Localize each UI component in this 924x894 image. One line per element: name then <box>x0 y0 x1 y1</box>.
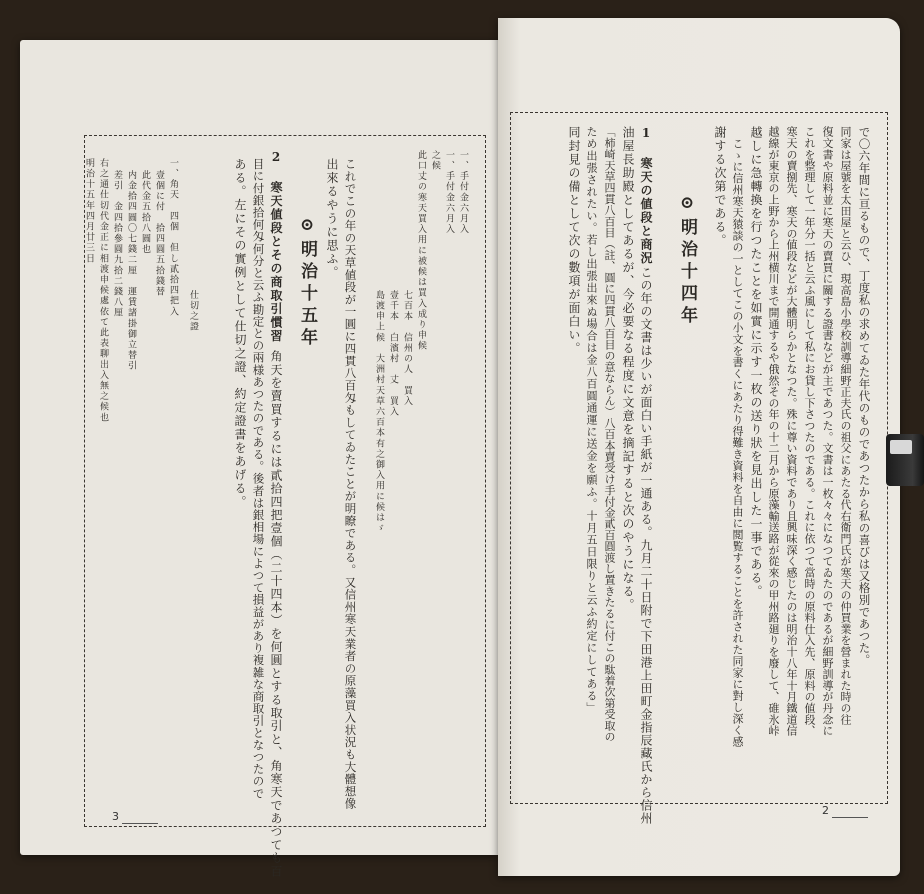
left-page <box>20 40 498 878</box>
document-line: 右之通仕切代金正に相渡申候處依て此表聊出入無之候也 <box>98 158 108 423</box>
binder-clip <box>886 434 924 486</box>
receipt-column: 島渡申上候 大洲村天草六百本有之御入用に候はゞ <box>374 290 384 534</box>
section-line: この年の文書は少いが面白い手紙が一通ある。九月二十日附で下田港上田町金指辰藏氏から信州 <box>639 266 653 825</box>
receipt-item: 一、手付金六月入 <box>444 150 454 235</box>
receipt-item: 一、手付金六月入 <box>458 150 468 235</box>
intro-line: 寒天の賣捌先、寒天の値段などが大體明らかとなつた。殊に尊い資料であり且興味深く感じたのは明治十八年十月鐵道信 <box>785 126 798 737</box>
receipt-item: 之候 <box>430 150 440 172</box>
section-line: 目に付銀拾何匁何分と云ふ勘定との兩様あつたのである。後者は銀相場によつて損益があり複雑な商取引となつたので <box>251 158 266 800</box>
document-line: 一、角天 四個 但し貳拾四把入 <box>168 158 178 317</box>
section-line: 同封見の備として次の數項が面白い。 <box>567 126 581 356</box>
right-page <box>498 18 900 876</box>
body-line: これでこの年の天草値段が一圓に四貫八百匁もしてゐたことが明瞭である。又信州寒天業者の原藻買入状況も大體想像 <box>343 158 358 810</box>
year-heading: ⊙明治十四年 <box>677 193 697 328</box>
document-line: 此代金五拾八圓也 <box>140 170 150 255</box>
document-line: 壹個に付 拾四圓五拾錢替 <box>154 170 164 298</box>
section-line: 角天を賣買するには貳拾四把壹個（二十四本）を何圓とする取引と、角寒天であつても百 <box>269 350 283 878</box>
section-line: ある。左にその實例として仕切之證、約定證書をあげる。 <box>233 158 247 509</box>
intro-line: 越しに急轉換を行つたことを如實に示す一枚の送り狀を見出した一事である。 <box>749 126 763 599</box>
intro-line: 謝する次第である。 <box>713 126 727 248</box>
intro-line: こゝに信州寒天猿談の一としてこの小文を書くにあたり得難き資料を自由に閲覧することを許された同家に對し深く感 <box>731 138 744 748</box>
section-line: 油屋長助殿としてあるが、今必要なる程度に文意を摘記すると次のやうになる。 <box>621 126 635 612</box>
intro-line: これを整理して一年分一括と云ふ風にして私にお貸し下さつたのである。これに依つて當時の原料仕入先、原料の値段、 <box>803 126 816 737</box>
intro-line: 復文書や原料並に寒天の賣買に關する證書などが主であつた。文書は一枚々々になつてゐたのであるが細野訓導が丹念に <box>821 126 834 737</box>
intro-line: 越線が東京の上野から上州横川まで開通するや俄然その年の十二月から原藻輸送路が從來の甲州路廻りを廢して、碓氷峠 <box>767 126 780 737</box>
page-number: 3 <box>112 810 119 823</box>
section-line: ため出張されたい。若し出張出來ぬ場合は金八百圓通運に送金を願ふ。十月五日限りと云ふ約定にしてある」 <box>585 126 598 714</box>
document-title: 仕切之證 <box>188 290 198 333</box>
intro-line: で〇六年間に亘るもので、丁度私の求めてゐた年代のものであつたから私の喜びは又格別であつた。 <box>857 126 872 666</box>
body-line: 出來るやうに思ふ。 <box>325 158 339 280</box>
section-title: 2 寒天値段とその商取引慣習 <box>269 150 283 343</box>
intro-line: 同家は屋號を太田屋と云ひ、現高島小學校訓導細野正夫氏の祖父にあたる代右衛門氏が寒天の仲買業を營まれた時の往 <box>839 126 852 725</box>
document-line: 内金拾四圓〇七錢二厘 運賃諸掛御立替引 <box>126 170 136 372</box>
section-title: 1 寒天の値段と商況 <box>639 126 653 265</box>
section-line: 「柿崎天草四貫八百目（註、圓に四貫八百目の意ならん）八百本賣受け手付金貳百圓渡し置きたるに付この駄着次第受取の <box>603 126 616 742</box>
receipt-column: 此口丈の寒天買入用に被候は買入成り申候 <box>416 150 426 352</box>
page-number: 2 <box>822 804 829 817</box>
document-line: 明治十五年四月廿三日 <box>84 158 94 264</box>
document-line: 差引 金四拾參圓九拾二錢八厘 <box>112 170 122 319</box>
receipt-column: 壹千本 白濱村 丈 買入 <box>388 290 398 418</box>
year-heading: ⊙明治十五年 <box>297 215 317 350</box>
receipt-column: 七百本 信州の人 買入 <box>402 290 412 407</box>
